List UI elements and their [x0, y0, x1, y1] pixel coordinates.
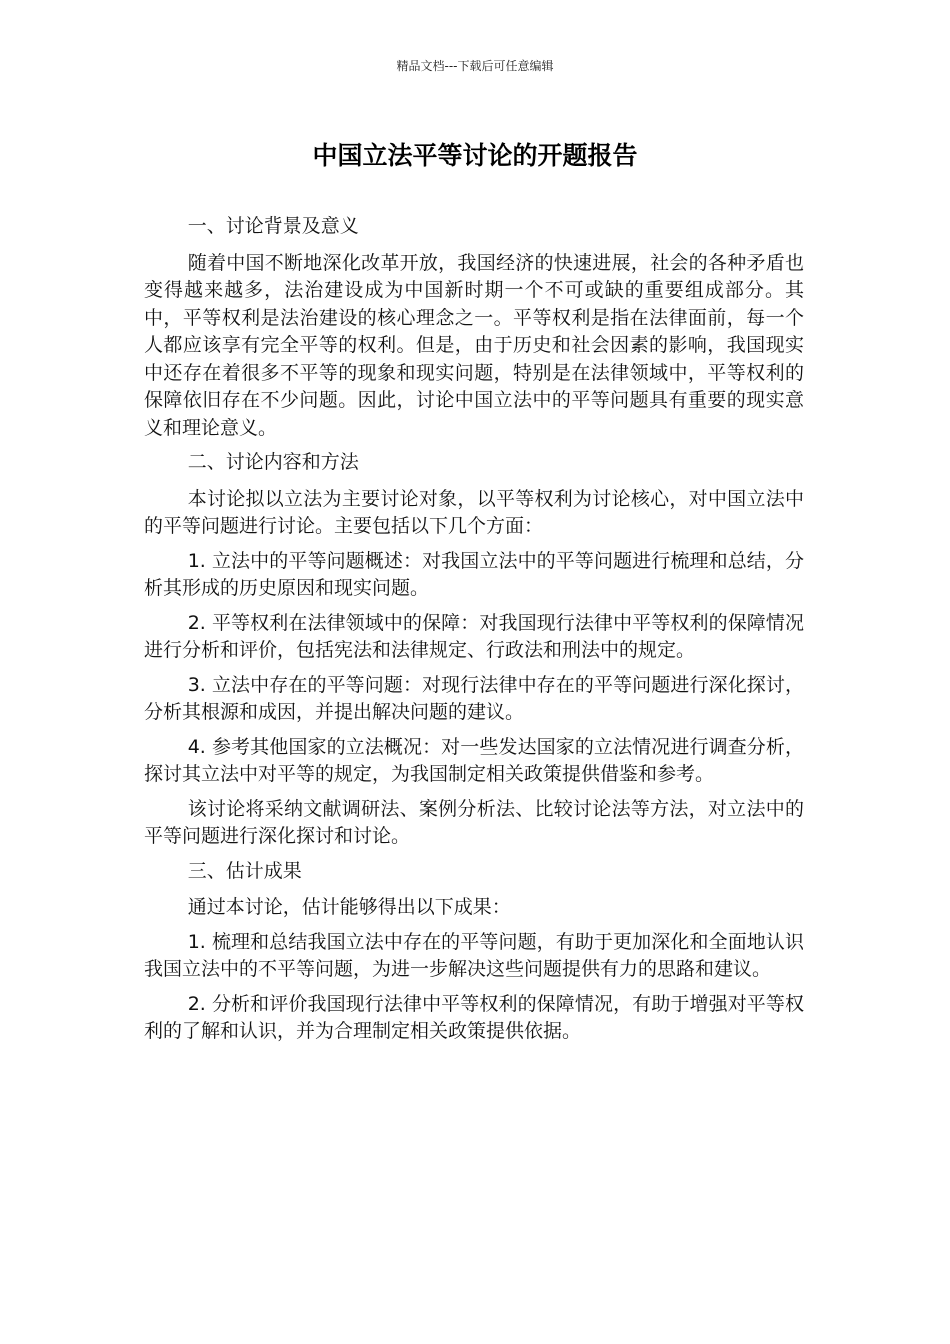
header-note: 精品文档---下载后可任意编辑 [396, 59, 554, 73]
list-item-content-2: 2. 平等权利在法律领域中的保障：对我国现行法律中平等权利的保障情况进行分析和评价，包括宪法和法律规定、行政法和刑法中的规定。 [144, 611, 804, 661]
list-item-result-2: 2. 分析和评价我国现行法律中平等权利的保障情况，有助于增强对平等权利的了解和认识，并为合理制定相关政策提供依据。 [144, 992, 804, 1042]
paragraph-method: 该讨论将采纳文献调研法、案例分析法、比较讨论法等方法，对立法中的平等问题进行深化探讨和讨论。 [144, 797, 804, 847]
section-heading-3: 三、估计成果 [187, 859, 302, 882]
document-body [144, 213, 804, 1053]
section-heading-2: 二、讨论内容和方法 [187, 451, 359, 473]
list-item-result-1: 1. 梳理和总结我国立法中存在的平等问题，有助于更加深化和全面地认识我国立法中的不平等问题，为进一步解决这些问题提供有力的思路和建议。 [144, 930, 804, 980]
paragraph-results-intro: 通过本讨论，估计能够得出以下成果： [187, 896, 511, 918]
document-title: 中国立法平等讨论的开题报告 [312, 141, 638, 170]
paragraph-background: 随着中国不断地深化改革开放，我国经济的快速进展，社会的各种矛盾也变得越来越多，法治建设成为中国新时期一个不可或缺的重要组成部分。其中，平等权利是法治建设的核心理念之一。平等权利是指在法律面前，每一个人都应该享有完全平等的权利。但是，由于历史和社会因素的影响，我国现实中还存在着很多不平等的现象和现实问题，特别是在法律领域中，平等权利的保障依旧存在不少问题。因此，讨论中国立法中的平等问题具有重要的现实意义和理论意义。 [144, 251, 804, 439]
list-item-content-3: 3. 立法中存在的平等问题：对现行法律中存在的平等问题进行深化探讨，分析其根源和成因，并提出解决问题的建议。 [144, 673, 804, 723]
paragraph-content-intro: 本讨论拟以立法为主要讨论对象，以平等权利为讨论核心，对中国立法中的平等问题进行讨论。主要包括以下几个方面： [144, 487, 804, 537]
list-item-content-4: 4. 参考其他国家的立法概况：对一些发达国家的立法情况进行调查分析，探讨其立法中对平等的规定，为我国制定相关政策提供借鉴和参考。 [144, 735, 804, 785]
section-heading-1: 一、讨论背景及意义 [187, 215, 359, 237]
list-item-content-1: 1. 立法中的平等问题概述：对我国立法中的平等问题进行梳理和总结，分析其形成的历史原因和现实问题。 [144, 549, 804, 599]
